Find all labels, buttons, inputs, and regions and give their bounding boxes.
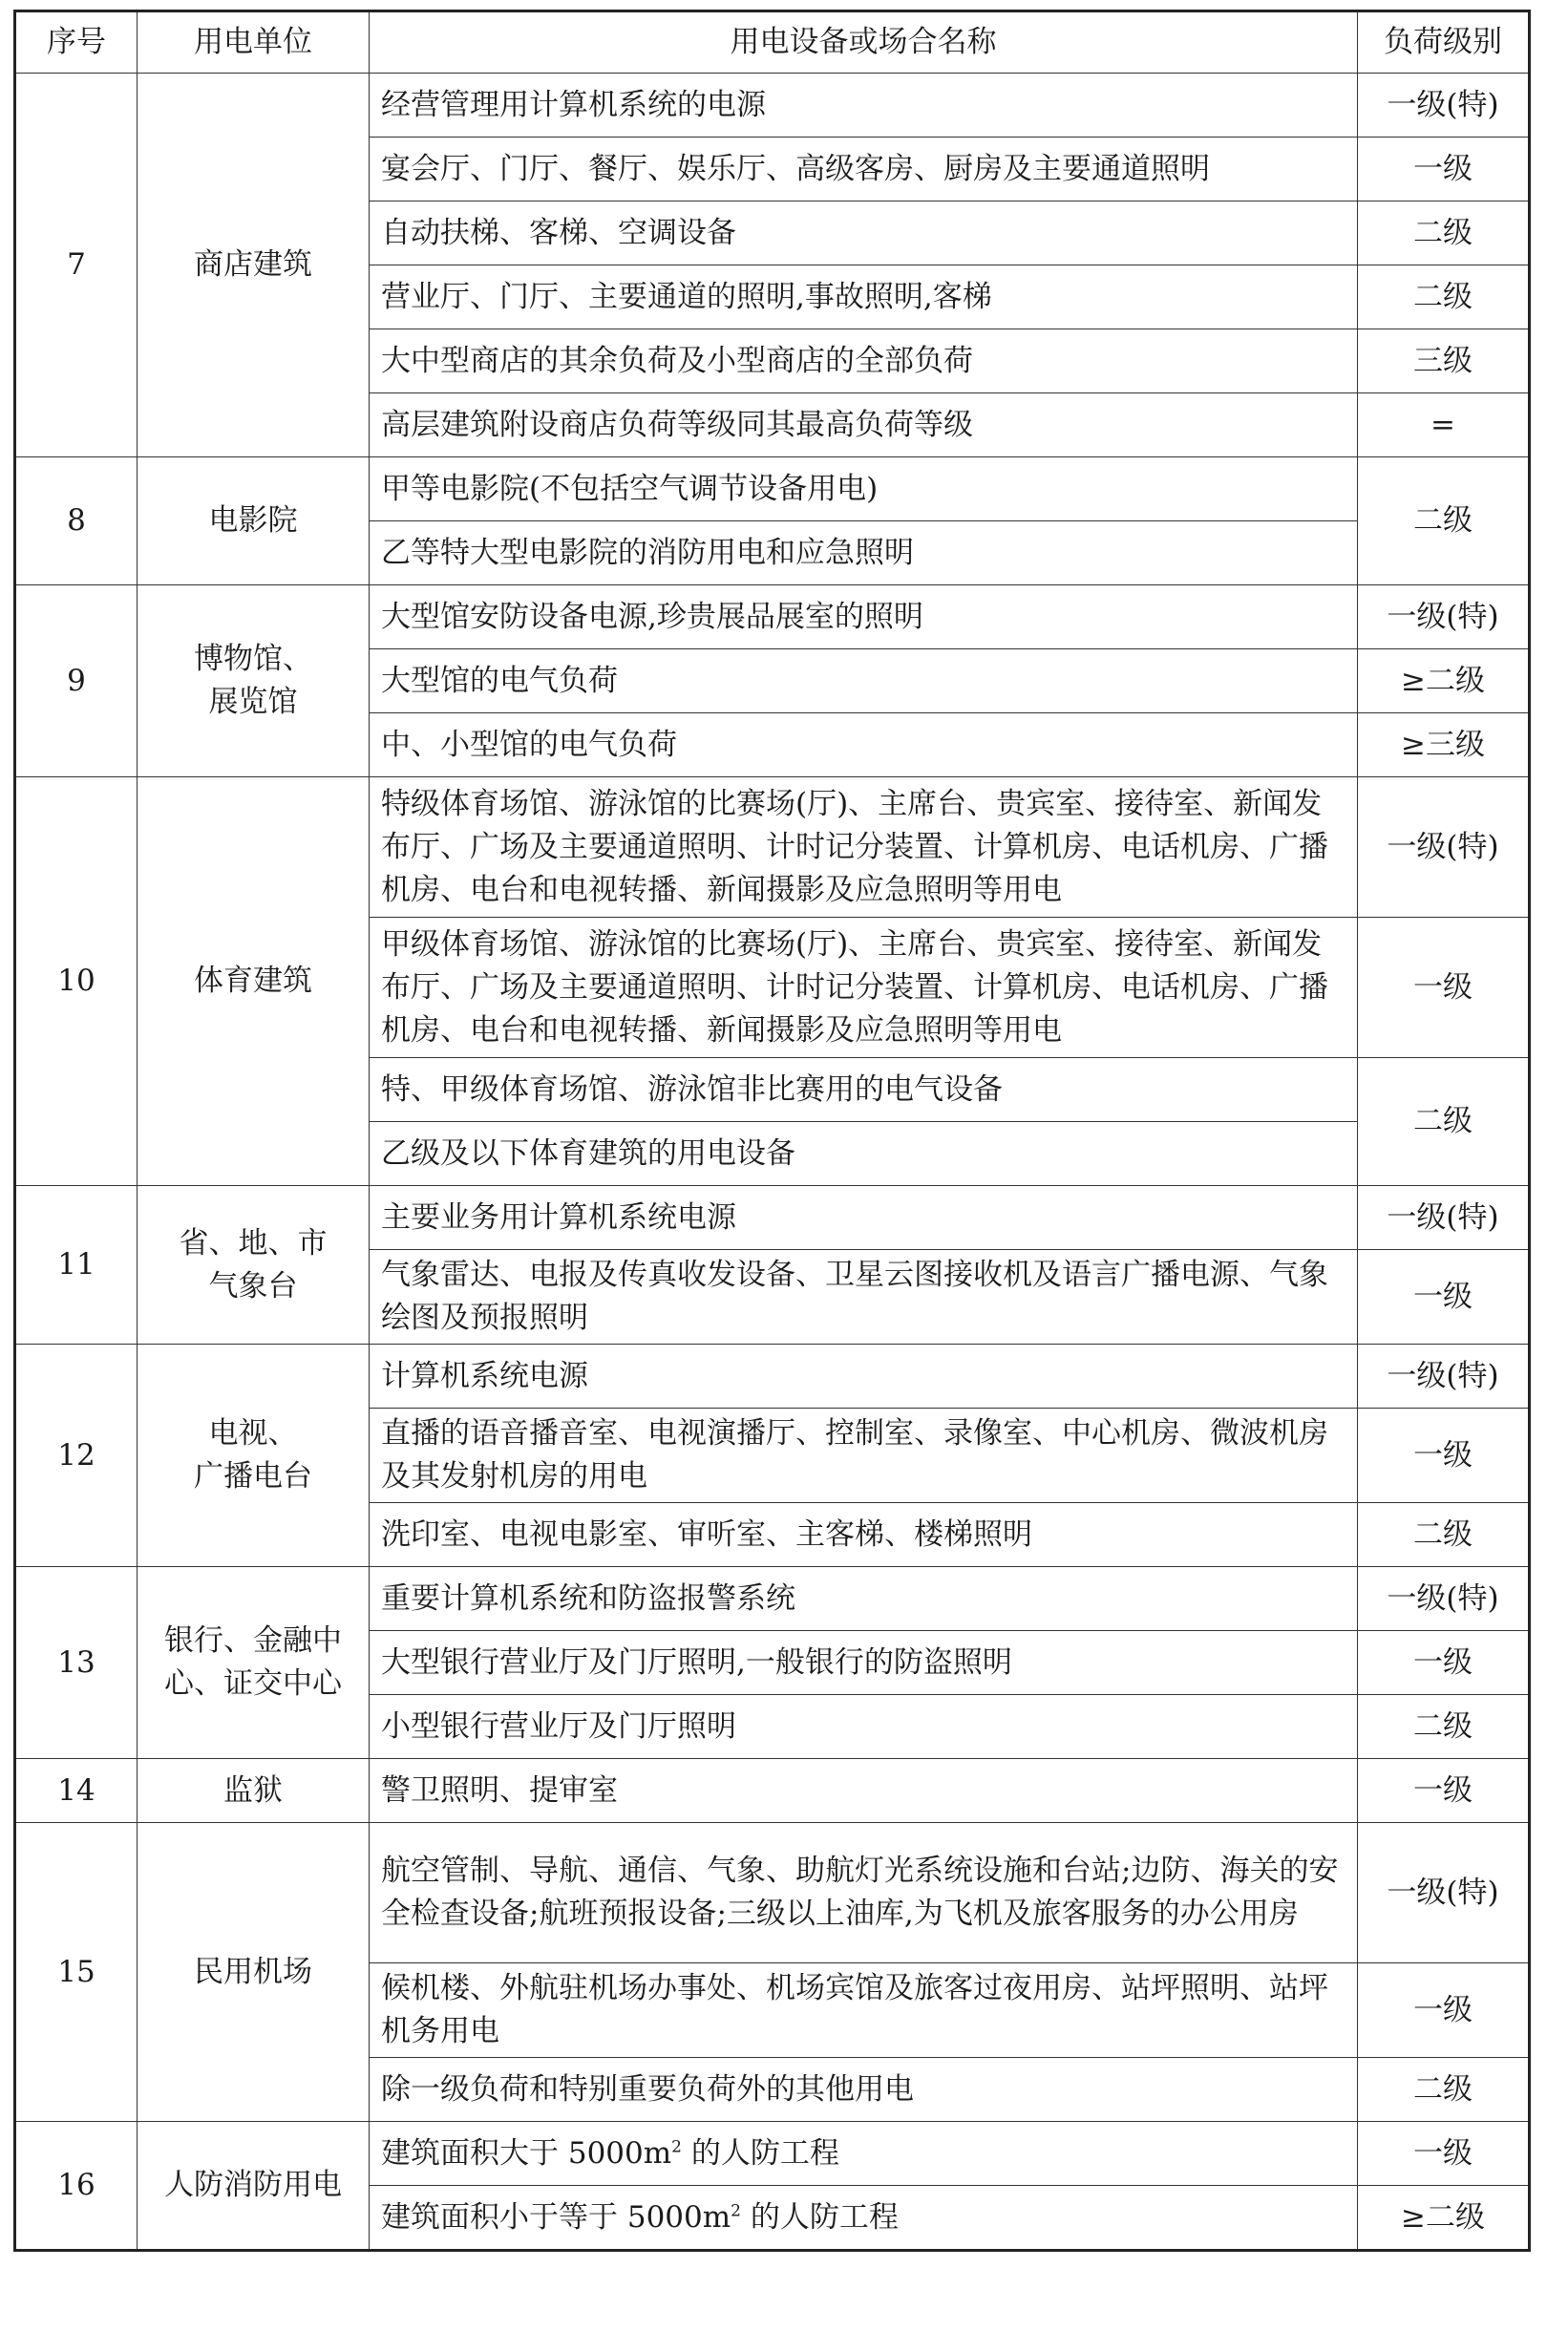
level-cell: 一级 [1358,1631,1530,1695]
unit-cell: 人防消防用电 [138,2122,370,2251]
equipment-cell: 甲级体育场馆、游泳馆的比赛场(厅)、主席台、贵宾室、接待室、新闻发布厅、广场及主要通道照明、计时记分装置、计算机房、电话机房、广播机房、电台和电视转播、新闻摄影及应急照明等用电 [370,918,1358,1058]
table-row [15,1759,1530,1823]
level-cell: 一级(特) [1358,777,1530,918]
header-serial: 序号 [15,11,138,74]
header-equipment: 用电设备或场合名称 [370,11,1358,74]
level-cell: = [1358,393,1530,457]
equipment-cell [370,2122,1358,2186]
equipment-cell: 小型银行营业厅及门厅照明 [370,1695,1358,1759]
table-row [15,585,1530,649]
level-cell: ≥二级 [1358,649,1530,713]
equipment-cell: 洗印室、电视电影室、审听室、主客梯、楼梯照明 [370,1503,1358,1567]
table-row [15,777,1530,918]
level-cell: ≥三级 [1358,713,1530,777]
level-cell: 二级 [1358,201,1530,265]
header-unit: 用电单位 [138,11,370,74]
table-row [15,457,1530,521]
serial-cell: 11 [15,1186,138,1345]
unit-cell: 监狱 [138,1759,370,1823]
equipment-cell: 中、小型馆的电气负荷 [370,713,1358,777]
equipment-cell: 特、甲级体育场馆、游泳馆非比赛用的电气设备 [370,1058,1358,1122]
equipment-cell: 重要计算机系统和防盗报警系统 [370,1567,1358,1631]
table-row [15,1567,1530,1631]
equipment-cell: 直播的语音播音室、电视演播厅、控制室、录像室、中心机房、微波机房及其发射机房的用电 [370,1409,1358,1503]
unit-cell: 电影院 [138,457,370,585]
table-row [15,74,1530,138]
equipment-text: 的人防工程 [740,2199,899,2235]
table-row [15,1823,1530,1963]
serial-cell: 9 [15,585,138,777]
level-cell: 一级(特) [1358,1345,1530,1409]
equipment-cell: 大型馆安防设备电源,珍贵展品展室的照明 [370,585,1358,649]
equipment-cell: 计算机系统电源 [370,1345,1358,1409]
equipment-cell: 乙等特大型电影院的消防用电和应急照明 [370,521,1358,585]
level-cell: 二级 [1358,1695,1530,1759]
level-cell: 一级 [1358,1963,1530,2058]
level-cell: 一级 [1358,138,1530,201]
unit-cell: 商店建筑 [138,74,370,457]
level-cell: 一级(特) [1358,585,1530,649]
table-row [15,1345,1530,1409]
level-cell: 一级 [1358,2122,1530,2186]
level-cell: 三级 [1358,329,1530,393]
equipment-cell: 航空管制、导航、通信、气象、助航灯光系统设施和台站;边防、海关的安全检查设备;航班预报设备;三级以上油库,为飞机及旅客服务的办公用房 [370,1823,1358,1963]
header-load-level: 负荷级别 [1358,11,1530,74]
equipment-cell: 自动扶梯、客梯、空调设备 [370,201,1358,265]
load-level-table [13,10,1531,2252]
equipment-cell: 候机楼、外航驻机场办事处、机场宾馆及旅客过夜用房、站坪照明、站坪机务用电 [370,1963,1358,2058]
serial-cell: 15 [15,1823,138,2122]
equipment-cell: 大中型商店的其余负荷及小型商店的全部负荷 [370,329,1358,393]
level-cell: 一级(特) [1358,1823,1530,1963]
equipment-cell: 高层建筑附设商店负荷等级同其最高负荷等级 [370,393,1358,457]
unit-cell: 体育建筑 [138,777,370,1186]
table-header-row [15,11,1530,74]
equipment-cell: 特级体育场馆、游泳馆的比赛场(厅)、主席台、贵宾室、接待室、新闻发布厅、广场及主要通道照明、计时记分装置、计算机房、电话机房、广播机房、电台和电视转播、新闻摄影及应急照明等用电 [370,777,1358,918]
serial-cell: 8 [15,457,138,585]
level-cell: 二级 [1358,457,1530,585]
level-cell: 一级 [1358,1759,1530,1823]
equipment-text: 建筑面积小于等于 5000m [381,2199,731,2235]
table-row [15,2122,1530,2186]
serial-cell: 7 [15,74,138,457]
superscript-2: 2 [671,2137,682,2157]
level-cell: 一级(特) [1358,74,1530,138]
equipment-cell: 大型馆的电气负荷 [370,649,1358,713]
level-cell: 一级 [1358,1409,1530,1503]
serial-cell: 12 [15,1345,138,1567]
unit-cell: 银行、金融中 心、证交中心 [138,1567,370,1759]
table-row [15,1186,1530,1250]
equipment-text: 的人防工程 [681,2135,839,2171]
level-cell: 二级 [1358,265,1530,329]
serial-cell: 10 [15,777,138,1186]
serial-cell: 16 [15,2122,138,2251]
equipment-text: 建筑面积大于 5000m [381,2135,672,2171]
unit-cell: 电视、 广播电台 [138,1345,370,1567]
equipment-cell: 经营管理用计算机系统的电源 [370,74,1358,138]
level-cell: 二级 [1358,1503,1530,1567]
equipment-cell: 营业厅、门厅、主要通道的照明,事故照明,客梯 [370,265,1358,329]
level-cell: 一级 [1358,1250,1530,1345]
equipment-cell: 大型银行营业厅及门厅照明,一般银行的防盗照明 [370,1631,1358,1695]
level-cell: 一级(特) [1358,1567,1530,1631]
level-cell: ≥二级 [1358,2186,1530,2251]
level-cell: 一级 [1358,918,1530,1058]
unit-cell: 民用机场 [138,1823,370,2122]
equipment-cell: 除一级负荷和特别重要负荷外的其他用电 [370,2058,1358,2122]
unit-cell: 省、地、市 气象台 [138,1186,370,1345]
equipment-cell: 主要业务用计算机系统电源 [370,1186,1358,1250]
unit-cell: 博物馆、 展览馆 [138,585,370,777]
level-cell: 一级(特) [1358,1186,1530,1250]
superscript-2: 2 [731,2201,741,2221]
level-cell: 二级 [1358,2058,1530,2122]
equipment-cell: 甲等电影院(不包括空气调节设备用电) [370,457,1358,521]
equipment-cell: 乙级及以下体育建筑的用电设备 [370,1122,1358,1186]
equipment-cell [370,2186,1358,2251]
serial-cell: 14 [15,1759,138,1823]
equipment-cell: 警卫照明、提审室 [370,1759,1358,1823]
serial-cell: 13 [15,1567,138,1759]
level-cell: 二级 [1358,1058,1530,1186]
equipment-cell: 气象雷达、电报及传真收发设备、卫星云图接收机及语言广播电源、气象绘图及预报照明 [370,1250,1358,1345]
equipment-cell: 宴会厅、门厅、餐厅、娱乐厅、高级客房、厨房及主要通道照明 [370,138,1358,201]
